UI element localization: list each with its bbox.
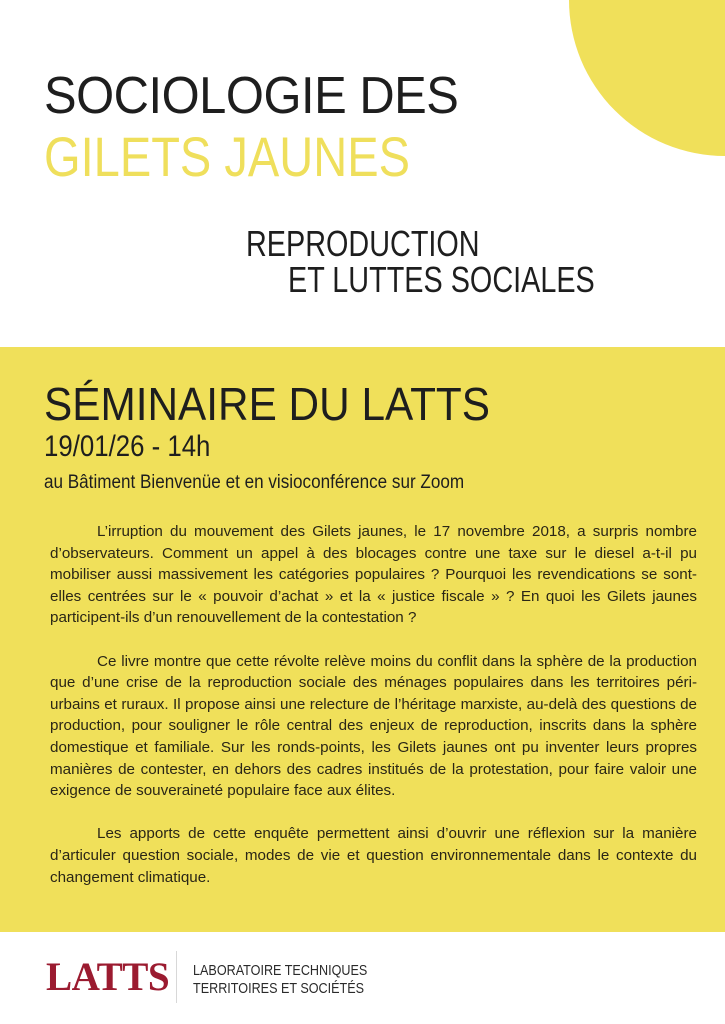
decorative-yellow-circle <box>569 0 725 156</box>
description-paragraph-1: L’irruption du mouvement des Gilets jaunes, le 17 novembre 2018, a surpris nombre d’observateurs. Comment un appel à des blocages contre une taxe sur le diesel a-t-il pu mobiliser aussi massivement les catégories populaires ? Pourquoi les revendications se sont-elles centrées sur le « pouvoir d’achat » et la « justice fiscale » ? En quoi les Gilets jaunes participent-ils d’un renouvellement de la contestation ? <box>50 523 697 627</box>
seminar-title: SÉMINAIRE DU LATTS <box>44 378 490 430</box>
subtitle-line-1: REPRODUCTION <box>246 223 480 264</box>
lab-name-line-1: LABORATOIRE TECHNIQUES <box>193 962 368 979</box>
seminar-date-time: 19/01/26 - 14h <box>44 430 211 463</box>
title-line-1: SOCIOLOGIE DES <box>44 67 459 125</box>
seminar-venue: au Bâtiment Bienvenüe et en visioconférence sur Zoom <box>44 472 465 493</box>
lab-name-line-2: TERRITOIRES ET SOCIÉTÉS <box>193 980 365 997</box>
latts-logo: LATTS <box>46 954 170 999</box>
description-paragraph-2: Ce livre montre que cette révolte relève moins du conflit dans la sphère de la production que d’une crise de la reproduction sociale des ménages populaires dans les territoires péri-urbains et ruraux. Il propose ainsi une relecture de l’héritage marxiste, au-delà des questions de production, pour souligner le rôle central des enjeux de reproduction, inscrits dans la sphère domestique et familiale. Sur les ronds-points, les Gilets jaunes ont pu inventer leurs propres manières de contester, en dehors des cadres institués de la protestation, pour faire valoir une exigence de souveraineté populaire face aux élites. <box>50 652 697 800</box>
footer-divider <box>176 951 177 1003</box>
description-body <box>50 521 697 910</box>
description-paragraph-3: Les apports de cette enquête permettent ainsi d’ouvrir une réflexion sur la manière d’articuler question sociale, modes de vie et question environnementale dans le contexte du changement climatique. <box>50 825 697 886</box>
title-line-2: GILETS JAUNES <box>44 125 410 188</box>
subtitle-line-2: ET LUTTES SOCIALES <box>288 259 595 300</box>
